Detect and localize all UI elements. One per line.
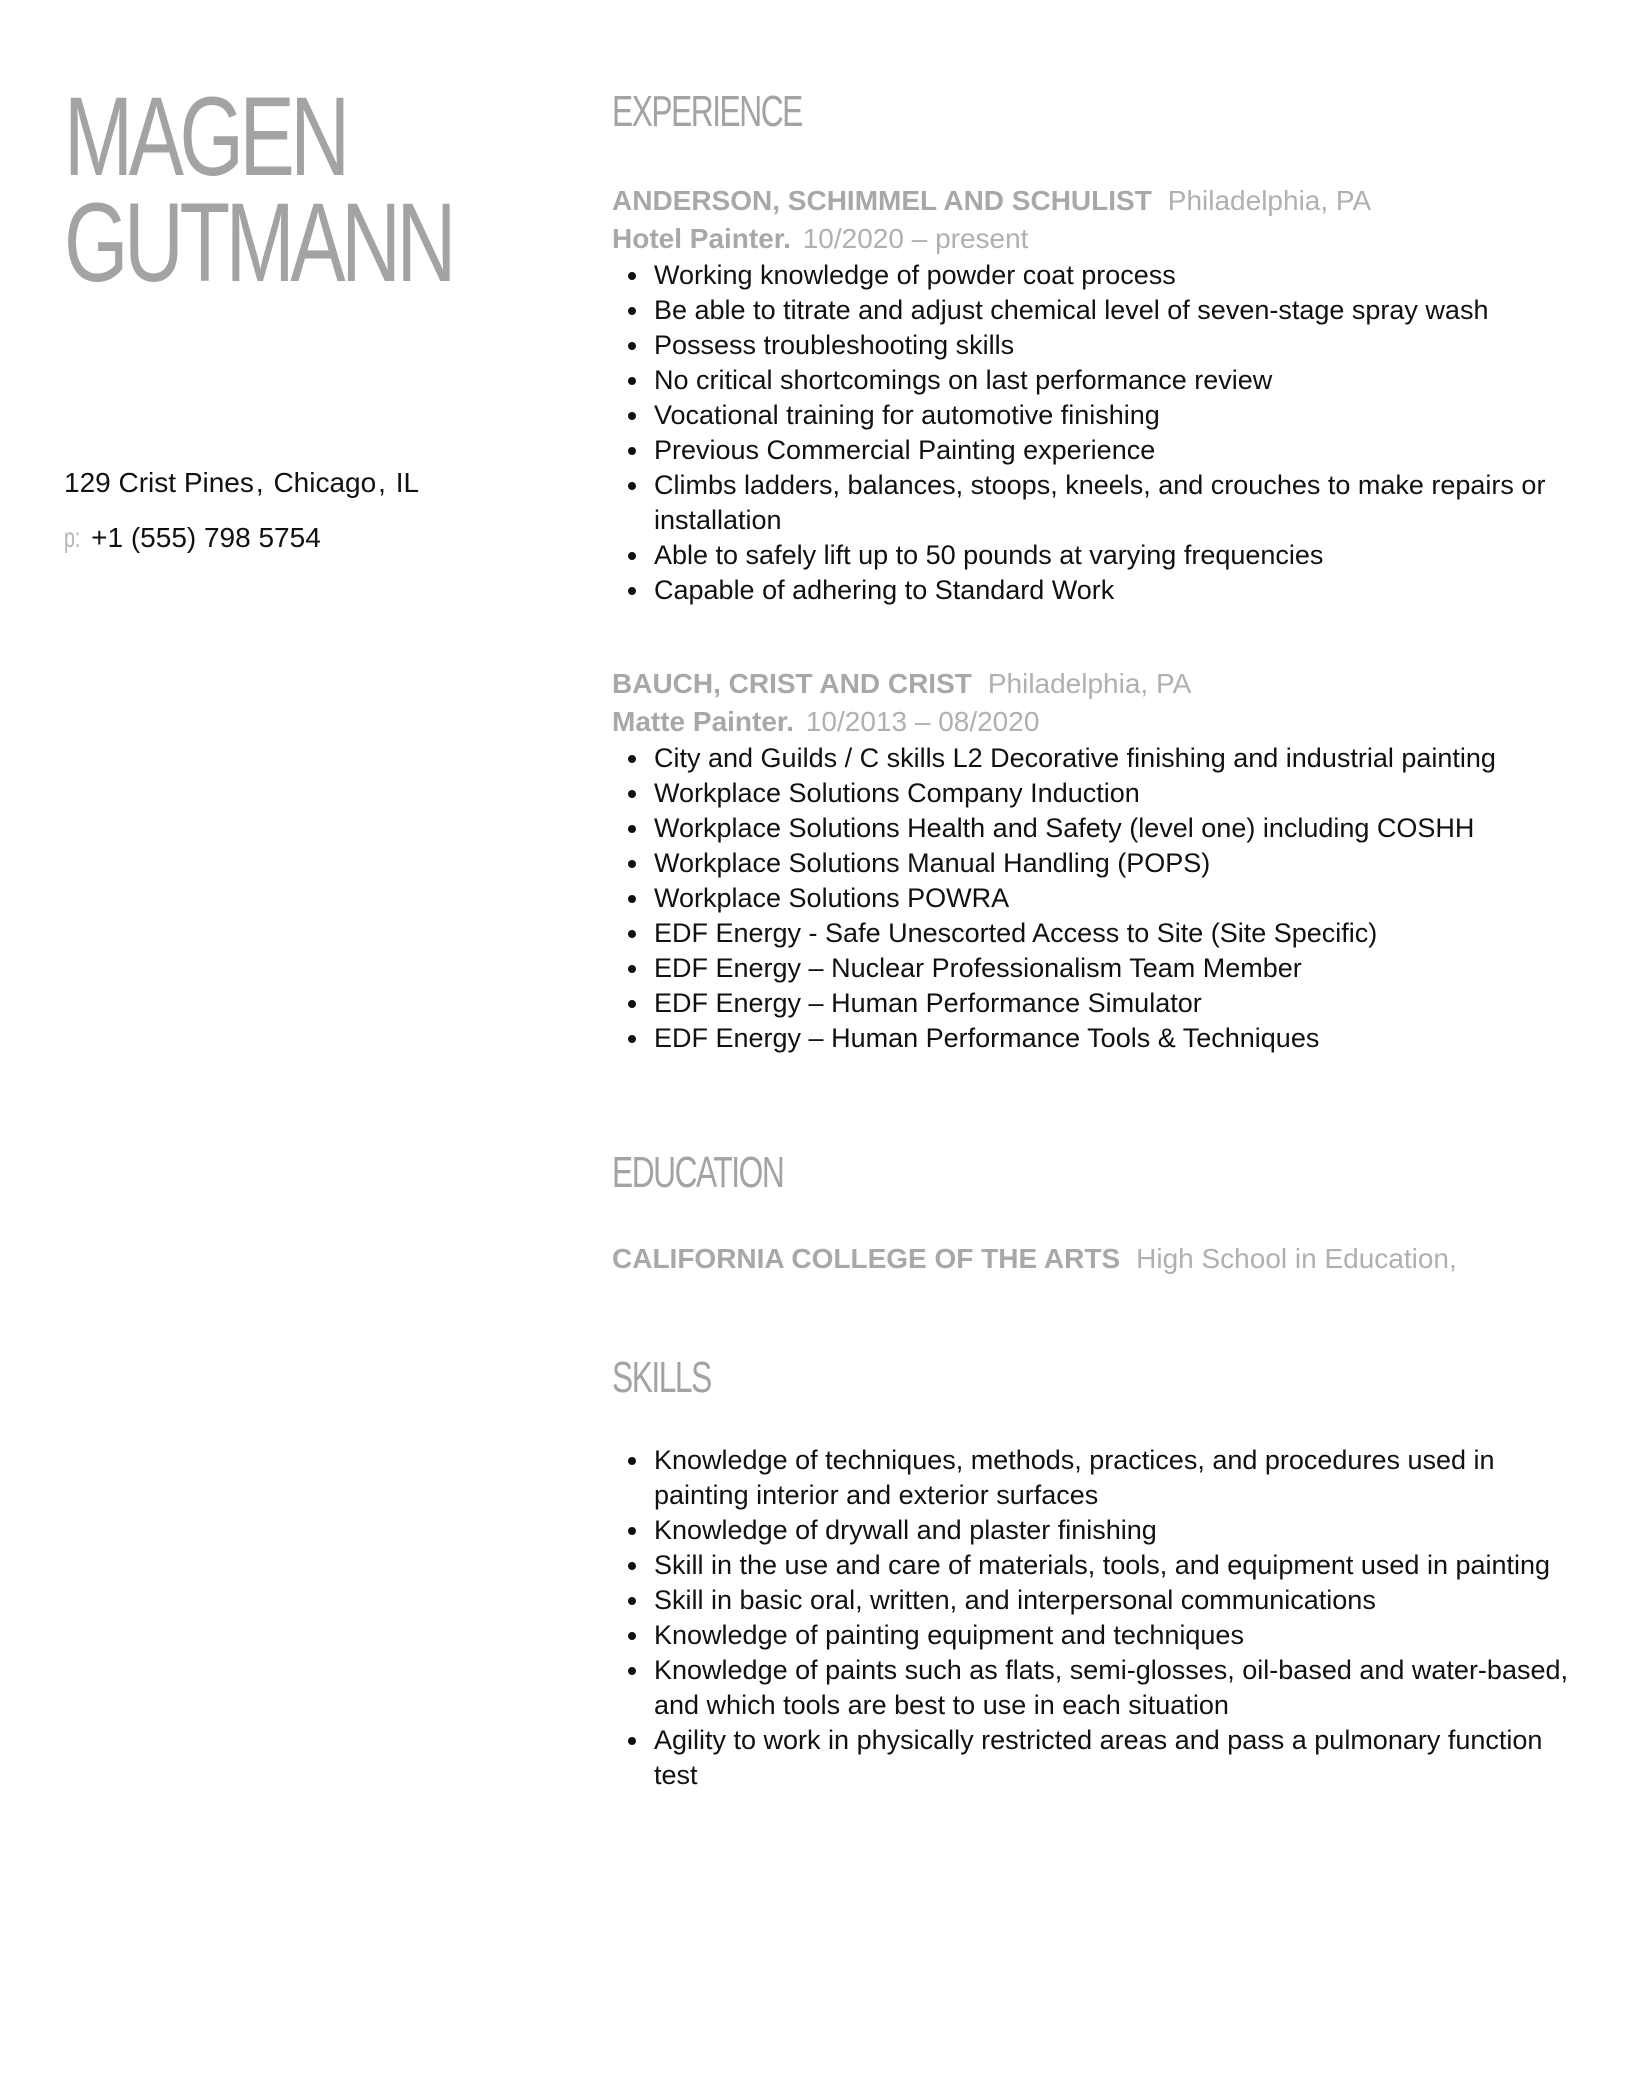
job-location: Philadelphia, PA [1167,185,1372,216]
last-name: GUTMANN [64,180,452,305]
list-item: EDF Energy - Safe Unescorted Access to Site (Site Specific) [612,916,1572,951]
contact-block [64,463,544,558]
address-street: 129 Crist Pines [64,467,254,498]
job-entry [612,182,1572,608]
section-title-education: EDUCATION [612,1148,784,1197]
list-item: Agility to work in physically restricted areas and pass a pulmonary function test [612,1723,1572,1793]
job-bullets [612,741,1572,1056]
job-company: ANDERSON, SCHIMMEL AND SCHULIST [612,185,1152,216]
list-item: Previous Commercial Painting experience [612,433,1572,468]
job-title: Hotel Painter. [612,223,791,254]
job-location: Philadelphia, PA [987,668,1192,699]
section-title-skills: SKILLS [612,1353,711,1402]
list-item: Knowledge of painting equipment and techniques [612,1618,1572,1653]
list-item: Capable of adhering to Standard Work [612,573,1572,608]
job-dates: 10/2013 – 08/2020 [805,706,1040,737]
address: 129 Crist Pines, Chicago, IL [64,467,420,498]
list-item: City and Guilds / C skills L2 Decorative finishing and industrial painting [612,741,1572,776]
section-title-experience: EXPERIENCE [612,87,802,136]
name-block [64,74,544,305]
list-item: Knowledge of techniques, methods, practices, and procedures used in painting interior and exterior surfaces [612,1443,1572,1513]
list-item: Workplace Solutions POWRA [612,881,1572,916]
list-item: Skill in basic oral, written, and interpersonal communications [612,1583,1572,1618]
job-bullets [612,258,1572,608]
address-state: IL [395,467,420,498]
list-item: Able to safely lift up to 50 pounds at varying frequencies [612,538,1572,573]
list-item: Vocational training for automotive finishing [612,398,1572,433]
list-item: Possess troubleshooting skills [612,328,1572,363]
job-org-line [612,665,1572,703]
list-item: Be able to titrate and adjust chemical level of seven-stage spray wash [612,293,1572,328]
education-entry [612,1240,1457,1278]
list-item: Knowledge of paints such as flats, semi-glosses, oil-based and water-based, and which tools are best to use in each situation [612,1653,1572,1723]
job-org-line [612,182,1572,220]
list-item: No critical shortcomings on last performance review [612,363,1572,398]
list-item: Working knowledge of powder coat process [612,258,1572,293]
list-item: EDF Energy – Nuclear Professionalism Team Member [612,951,1572,986]
job-role-line [612,220,1572,258]
phone-number: +1 (555) 798 5754 [91,522,321,553]
education-school: CALIFORNIA COLLEGE OF THE ARTS [612,1243,1121,1274]
phone-label: p: [64,522,81,553]
job-company: BAUCH, CRIST AND CRIST [612,668,972,699]
first-name: MAGEN [64,74,346,199]
list-item: Workplace Solutions Health and Safety (level one) including COSHH [612,811,1572,846]
phone-line [64,518,544,558]
job-entry [612,665,1572,1056]
job-role-line [612,703,1572,741]
list-item: Climbs ladders, balances, stoops, kneels, and crouches to make repairs or installation [612,468,1572,538]
list-item: Workplace Solutions Manual Handling (POPS) [612,846,1572,881]
skills-list [612,1443,1572,1793]
list-item: EDF Energy – Human Performance Tools & Techniques [612,1021,1572,1056]
list-item: Skill in the use and care of materials, tools, and equipment used in painting [612,1548,1572,1583]
job-dates: 10/2020 – present [802,223,1029,254]
list-item: Workplace Solutions Company Induction [612,776,1572,811]
job-title: Matte Painter. [612,706,795,737]
list-item: EDF Energy – Human Performance Simulator [612,986,1572,1021]
education-degree: High School in Education, [1136,1243,1457,1274]
address-city: Chicago [273,467,377,498]
list-item: Knowledge of drywall and plaster finishing [612,1513,1572,1548]
